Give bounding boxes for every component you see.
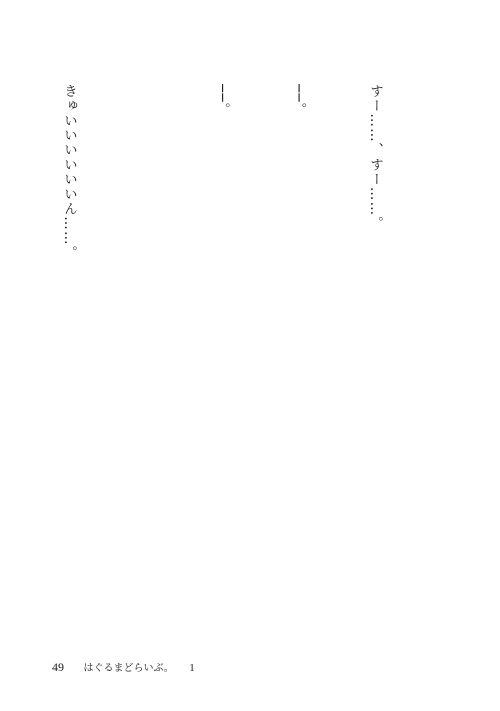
page-number: 49 (52, 660, 64, 674)
blank-line (132, 84, 158, 504)
text-line-2: ──。 (290, 84, 307, 118)
page-footer (52, 659, 195, 675)
text-line-3: ──。 (214, 84, 230, 118)
blank-line (0, 84, 5, 504)
vertical-text-body (0, 84, 438, 504)
text-line-5: きゅいいいいいいん……。 (61, 84, 77, 261)
volume-number: 1 (189, 662, 195, 674)
text-line-1: すー……、すー……。 (367, 84, 383, 231)
book-title: はぐるまどらいぶ。 (83, 663, 174, 674)
